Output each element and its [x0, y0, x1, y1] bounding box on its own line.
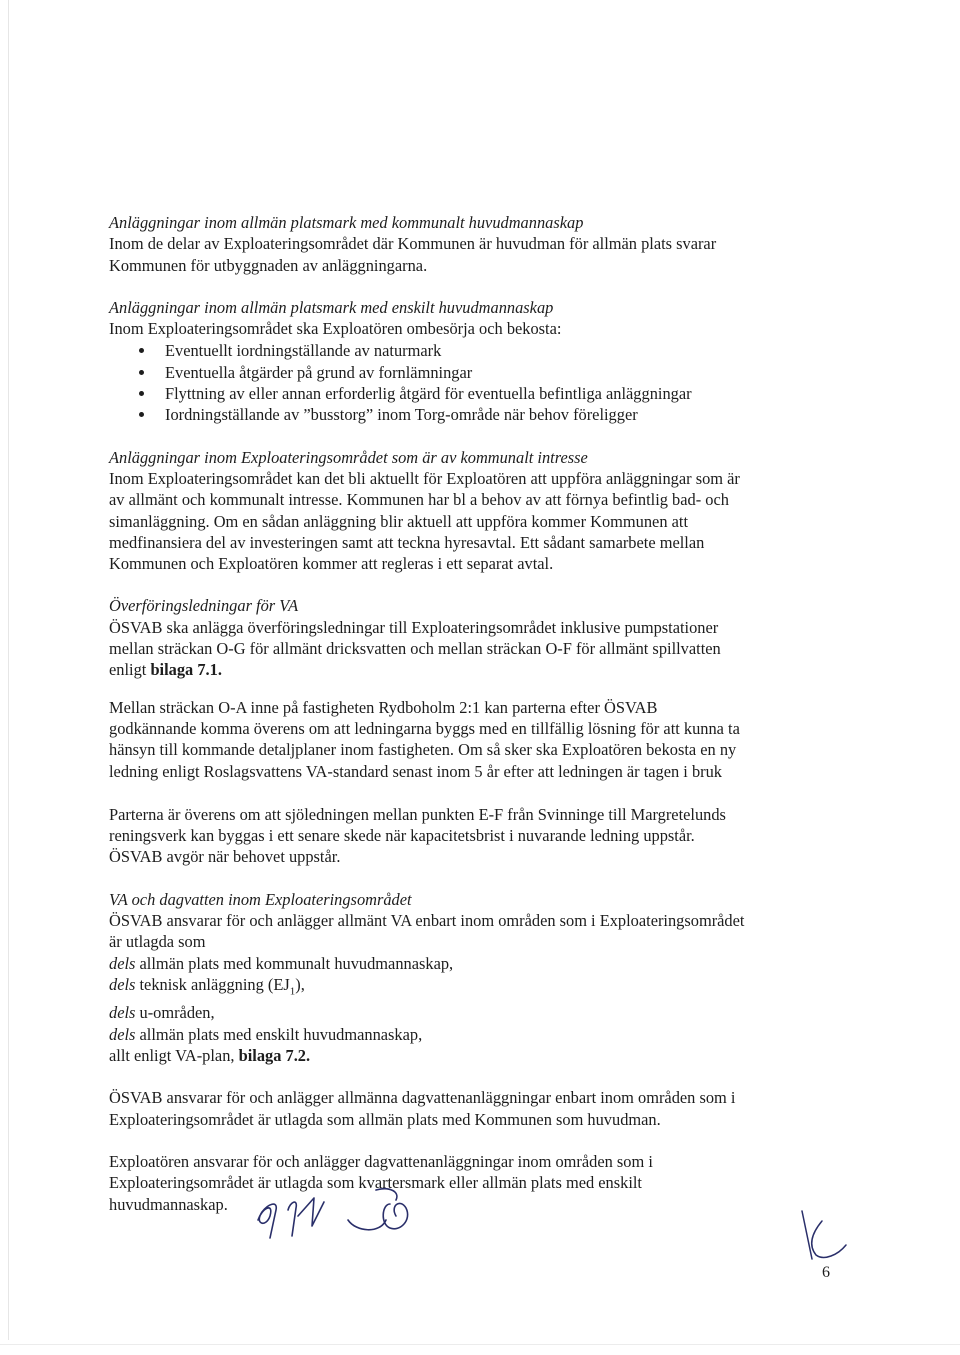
text-line: Exploateringsområdet är utlagda som kvartersmark eller allmän plats med enskilt	[109, 1173, 642, 1193]
initials-stroke	[812, 1221, 846, 1257]
dels-prefix: dels	[109, 1024, 136, 1044]
heading-va-dagvatten: VA och dagvatten inom Exploateringsområdet	[109, 889, 412, 909]
bullet-list	[109, 340, 849, 425]
dels-text: allmän plats med kommunalt huvudmannaskap,	[135, 953, 454, 973]
signature-stroke	[376, 1189, 397, 1200]
text-line: ÖSVAB ansvarar för och anlägger allmänt VA enbart inom områden som i Exploateringsområdet	[109, 911, 745, 931]
dels-prefix: dels	[109, 974, 136, 994]
initials-stroke	[802, 1211, 812, 1259]
closing-prefix: allt enligt VA-plan,	[109, 1046, 239, 1066]
bilaga-ref: bilaga 7.2.	[238, 1046, 311, 1066]
text-line: ÖSVAB avgör när behovet uppstår.	[109, 847, 341, 867]
dels-prefix: dels	[109, 953, 136, 973]
text-line: Inom de delar av Exploateringsområdet där Kommunen är huvudman för allmän plats svarar	[109, 234, 717, 254]
text-line: Kommunen och Exploatören kommer att regleras i ett separat avtal.	[109, 554, 554, 574]
bullet-item: Eventuella åtgärder på grund av fornlämningar	[109, 362, 849, 383]
dels-item	[109, 953, 849, 974]
text-line: ledning enligt Roslagsvattens VA-standard senast inom 5 år efter att ledningen är tagen i bruk	[109, 761, 722, 781]
bilaga-ref: bilaga 7.1.	[150, 660, 222, 680]
text-line: ÖSVAB ansvarar för och anlägger allmänna dagvattenanläggningar enbart inom områden som i	[109, 1088, 736, 1108]
text-line: ÖSVAB ska anlägga överföringsledningar till Exploateringsområdet inklusive pumpstationer	[109, 617, 719, 637]
dels-subscript: 1	[289, 985, 296, 998]
dels-prefix: dels	[109, 1003, 136, 1023]
dels-text: allmän plats med enskilt huvudmannaskap,	[135, 1024, 423, 1044]
signature-stroke	[383, 1203, 407, 1228]
page-bottom-edge	[0, 1344, 960, 1345]
signature-stroke	[348, 1220, 386, 1230]
text-line: hänsyn till kommande detaljplaner inom fastigheten. Om så sker ska Exploatören bekosta en ny	[109, 740, 737, 760]
text-line: huvudmannaskap.	[109, 1194, 228, 1214]
text-line: är utlagda som	[109, 932, 206, 952]
bullet-item: Eventuellt iordningställande av naturmark	[109, 340, 849, 361]
bullet-item: Iordningställande av ”busstorg” inom Torg-område när behov föreligger	[109, 404, 849, 425]
handwritten-initials	[790, 1205, 850, 1265]
dels-text: u-områden,	[135, 1003, 215, 1023]
scan-edge-line	[8, 0, 9, 1340]
text-line: Exploateringsområdet är utlagda som allmän plats med Kommunen som huvudman.	[109, 1109, 661, 1129]
heading-kommunalt-intresse: Anläggningar inom Exploateringsområdet som är av kommunalt intresse	[109, 447, 588, 467]
bullet-item: Flyttning av eller annan erforderlig åtgärd för eventuella befintliga anläggningar	[109, 383, 849, 404]
text-line: medfinansiera del av investeringen samt att teckna hyresavtal. Ett sådant samarbete mellan	[109, 532, 705, 552]
heading-overforingsledningar: Överföringsledningar för VA	[109, 596, 299, 616]
signature-stroke	[288, 1202, 296, 1236]
dels-item	[109, 1002, 849, 1023]
page-number: 6	[822, 1264, 830, 1281]
text-line: Parterna är överens om att sjöledningen mellan punkten E-F från Svinninge till Margretelunds	[109, 804, 726, 824]
intro-line: Inom Exploateringsområdet ska Exploatören ombesörja och bekosta:	[109, 319, 562, 339]
dels-item	[109, 1024, 849, 1045]
text-line	[109, 1045, 849, 1066]
text-line: godkännande komma överens om att ledningarna byggs med en tillfällig lösning för att kunna ta	[109, 718, 740, 738]
handwritten-signatures	[240, 1180, 440, 1250]
dels-item	[109, 974, 849, 1003]
heading-allman-enskilt: Anläggningar inom allmän platsmark med enskilt huvudmannaskap	[109, 297, 554, 317]
dels-text-after: ),	[295, 974, 305, 994]
document-body	[109, 212, 849, 1215]
text-line: Mellan sträckan O-A inne på fastigheten Rydboholm 2:1 kan parterna efter ÖSVAB	[109, 697, 658, 717]
heading-allman-kommunalt: Anläggningar inom allmän platsmark med kommunalt huvudmannaskap	[109, 213, 584, 232]
ref-prefix: enligt	[109, 660, 151, 680]
text-line: simanläggning. Om en sådan anläggning blir aktuell att uppföra kommer Kommunen att	[109, 511, 689, 531]
text-line: mellan sträckan O-G för allmänt dricksvatten och mellan sträckan O-F för allmänt spillvatten	[109, 639, 721, 659]
text-line	[109, 659, 849, 680]
signature-stroke	[258, 1204, 276, 1238]
dels-text: teknisk anläggning (EJ	[135, 974, 290, 994]
text-line: Inom Exploateringsområdet kan det bli aktuellt för Exploatören att uppföra anläggningar som är	[109, 468, 740, 488]
signature-stroke	[298, 1198, 324, 1226]
text-line: Kommunen för utbyggnaden av anläggningarna.	[109, 255, 428, 275]
text-line: reningsverk kan byggas i ett senare skede när kapacitetsbrist i nuvarande ledning uppstår.	[109, 826, 695, 846]
text-line: Exploatören ansvarar för och anlägger dagvattenanläggningar inom områden som i	[109, 1151, 653, 1171]
text-line: av allmänt och kommunalt intresse. Kommunen har bl a behov av att förnya befintlig bad- och	[109, 490, 729, 510]
